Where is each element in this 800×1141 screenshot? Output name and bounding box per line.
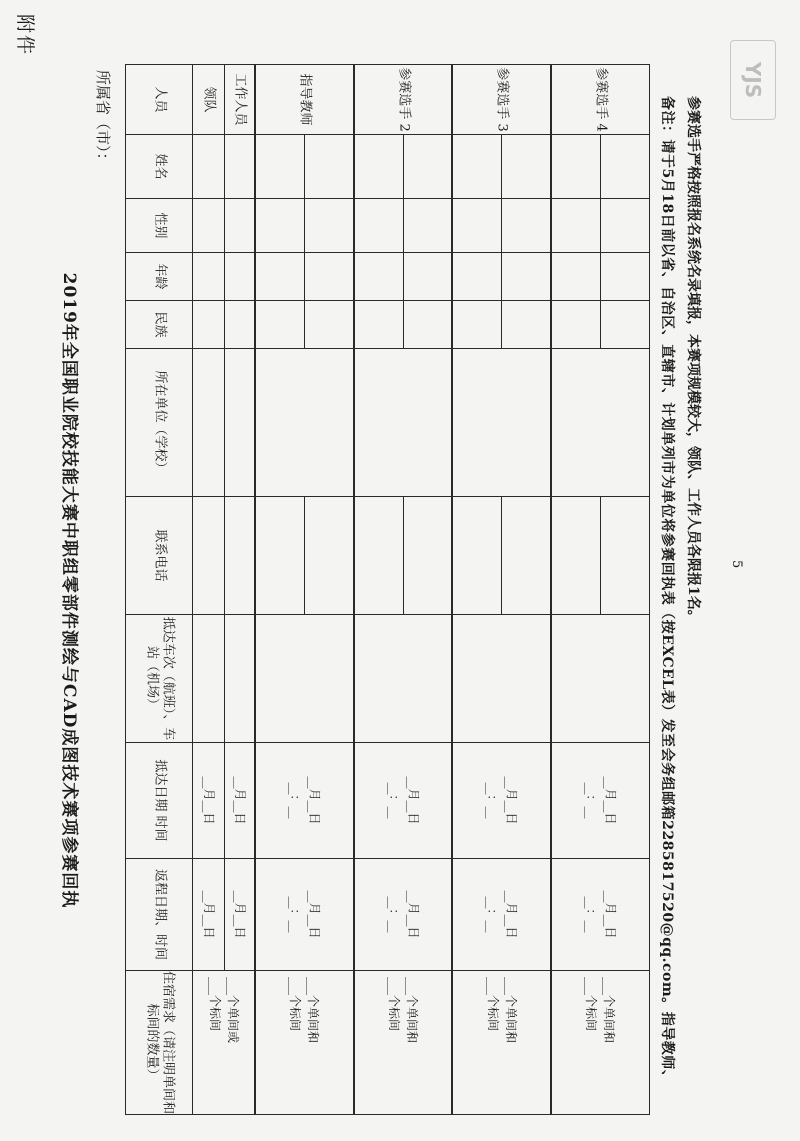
col-arrival-train: 抵达车次（航班）、车站（机场） [126,615,193,743]
date-fill: __月__日 [224,859,255,971]
col-school: 所在单位（学校） [126,349,193,497]
col-name: 姓名 [126,135,193,199]
province-label: 所属省（市）： [94,70,112,168]
col-accommodation: 住宿需求（请注明单间和标间的数量） [126,971,193,1115]
row-label-leader: 领队 [193,65,224,135]
table-row: 参赛选手 4 __月__日 __：__ __月__日 __：__ ___个单间和 ___个标间 [551,65,600,1115]
table-row: 参赛选手 2 __月__日 __：__ __月__日 __：__ ___个单间和 ___个标间 [354,65,403,1115]
page-number: 5 [729,560,744,569]
col-arrival-date: 抵达日期 时间 [126,743,193,859]
table-row [255,65,304,1115]
row-label-staff: 工作人员 [224,65,255,135]
page-title: 2019年全国职业院校技能大赛中职组零部件测绘与CAD成图技术赛项参赛回执 [59,272,79,909]
date-time-fill: __月__日 __：__ [255,743,354,859]
stay-cell: ___个单间或 ___个标间 [193,971,255,1115]
col-ethnicity: 民族 [126,301,193,349]
table-row [193,65,224,1115]
date-fill: __月__日 [193,743,224,859]
table-row [224,65,255,1115]
header-row [126,65,193,1115]
date-time-fill: __月__日 __：__ [255,859,354,971]
col-gender: 性别 [126,199,193,253]
note-line-1: 备注：请于5月18日前以省、自治区、直辖市、计划单列市为单位将参赛回执表（按EXCEL表）发至会务组邮箱2285817520@qq.com。指导教师、 [659,96,675,1085]
watermark-logo: YJS [730,40,776,120]
attachment-label: 附件 [14,14,36,57]
col-return-date: 返程日期、时间 [126,859,193,971]
date-fill: __月__日 [224,743,255,859]
col-personnel: 人员 [126,65,193,135]
col-phone: 联系电话 [126,497,193,615]
stay-cell: ___个单间和 ___个标间 [255,971,354,1115]
col-age: 年龄 [126,253,193,301]
team-teacher-label: 指导教师 [255,65,354,135]
registration-table [125,64,650,1115]
date-fill: __月__日 [193,859,224,971]
table-row: 参赛选手 3 __月__日 __：__ __月__日 __：__ ___个单间和 ___个标间 [452,65,501,1115]
note-line-2: 参赛选手严格按照报名系统名录填报，本赛项规模较大，领队、工作人员各限报1名。 [685,96,701,624]
